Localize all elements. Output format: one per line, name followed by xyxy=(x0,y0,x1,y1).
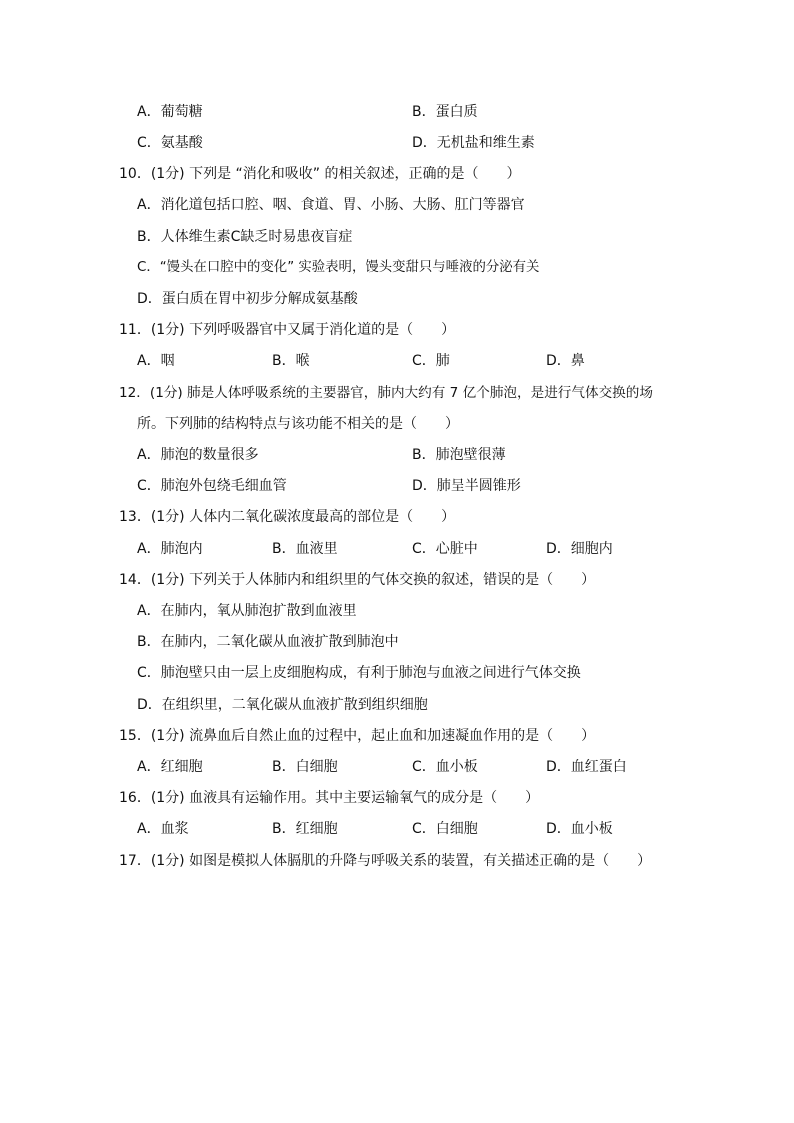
q10-stem: 10．(1分) 下列是 “消化和吸收” 的相关叙述，正确的是（ ） xyxy=(119,166,521,182)
q10-option-c: C．“馒头在口腔中的变化” 实验表明，馒头变甜只与唾液的分泌有关 xyxy=(137,260,540,275)
q14-stem: 14．(1分) 下列关于人体肺内和组织里的气体交换的叙述，错误的是（ ） xyxy=(119,572,596,588)
q12-option-d: D．肺呈半圆锥形 xyxy=(412,478,521,494)
q11-option-d: D．鼻 xyxy=(546,353,585,369)
q11-option-c: C．肺 xyxy=(412,353,450,369)
q9-option-d: D．无机盐和维生素 xyxy=(412,135,535,151)
q13-option-a: A．肺泡内 xyxy=(137,541,203,557)
q10-option-a: A．消化道包括口腔、咽、食道、胃、小肠、大肠、肛门等器官 xyxy=(137,197,525,213)
q11-option-b: B．喉 xyxy=(272,353,310,369)
q14-option-d: D．在组织里，二氧化碳从血液扩散到组织细胞 xyxy=(137,697,428,713)
q11-option-a: A．咽 xyxy=(137,353,175,369)
q15-stem: 15．(1分) 流鼻血后自然止血的过程中，起止血和加速凝血作用的是（ ） xyxy=(119,728,596,744)
q9-option-a: A．葡萄糖 xyxy=(137,104,203,120)
q14-option-a: A．在肺内，氧从肺泡扩散到血液里 xyxy=(137,603,357,619)
q17-stem: 17．(1分) 如图是模拟人体膈肌的升降与呼吸关系的装置，有关描述正确的是（ ） xyxy=(119,853,652,869)
q9-option-c: C．氨基酸 xyxy=(137,135,203,151)
q16-option-c: C．白细胞 xyxy=(412,821,478,837)
q13-stem: 13．(1分) 人体内二氧化碳浓度最高的部位是（ ） xyxy=(119,509,456,525)
q12-option-b: B．肺泡壁很薄 xyxy=(412,447,506,463)
q13-option-d: D．细胞内 xyxy=(546,541,613,557)
q13-option-b: B．血液里 xyxy=(272,541,338,557)
q9-option-b: B．蛋白质 xyxy=(412,104,478,120)
q15-option-b: B．白细胞 xyxy=(272,759,338,775)
q13-option-c: C．心脏中 xyxy=(412,541,478,557)
q15-option-a: A．红细胞 xyxy=(137,759,203,775)
q14-option-c: C．肺泡壁只由一层上皮细胞构成，有利于肺泡与血液之间进行气体交换 xyxy=(137,665,581,681)
q15-option-d: D．血红蛋白 xyxy=(546,759,627,775)
q12-stem-line1: 12．(1分) 肺是人体呼吸系统的主要器官，肺内大约有 7 亿个肺泡，是进行气体交换的场 xyxy=(119,385,653,401)
q10-option-b: B．人体维生素C缺乏时易患夜盲症 xyxy=(137,229,353,245)
q16-option-b: B．红细胞 xyxy=(272,821,338,837)
q16-stem: 16．(1分) 血液具有运输作用。其中主要运输氧气的成分是（ ） xyxy=(119,790,540,806)
q12-stem-line2: 所。下列肺的结构特点与该功能不相关的是（ ） xyxy=(137,416,459,432)
q11-stem: 11．(1分) 下列呼吸器官中又属于消化道的是（ ） xyxy=(119,322,456,338)
q12-option-c: C．肺泡外包绕毛细血管 xyxy=(137,478,287,494)
q16-option-d: D．血小板 xyxy=(546,821,613,837)
q16-option-a: A．血浆 xyxy=(137,821,189,837)
q12-option-a: A．肺泡的数量很多 xyxy=(137,447,259,463)
q10-option-d: D．蛋白质在胃中初步分解成氨基酸 xyxy=(137,291,358,307)
q14-option-b: B．在肺内，二氧化碳从血液扩散到肺泡中 xyxy=(137,634,399,650)
q15-option-c: C．血小板 xyxy=(412,759,478,775)
